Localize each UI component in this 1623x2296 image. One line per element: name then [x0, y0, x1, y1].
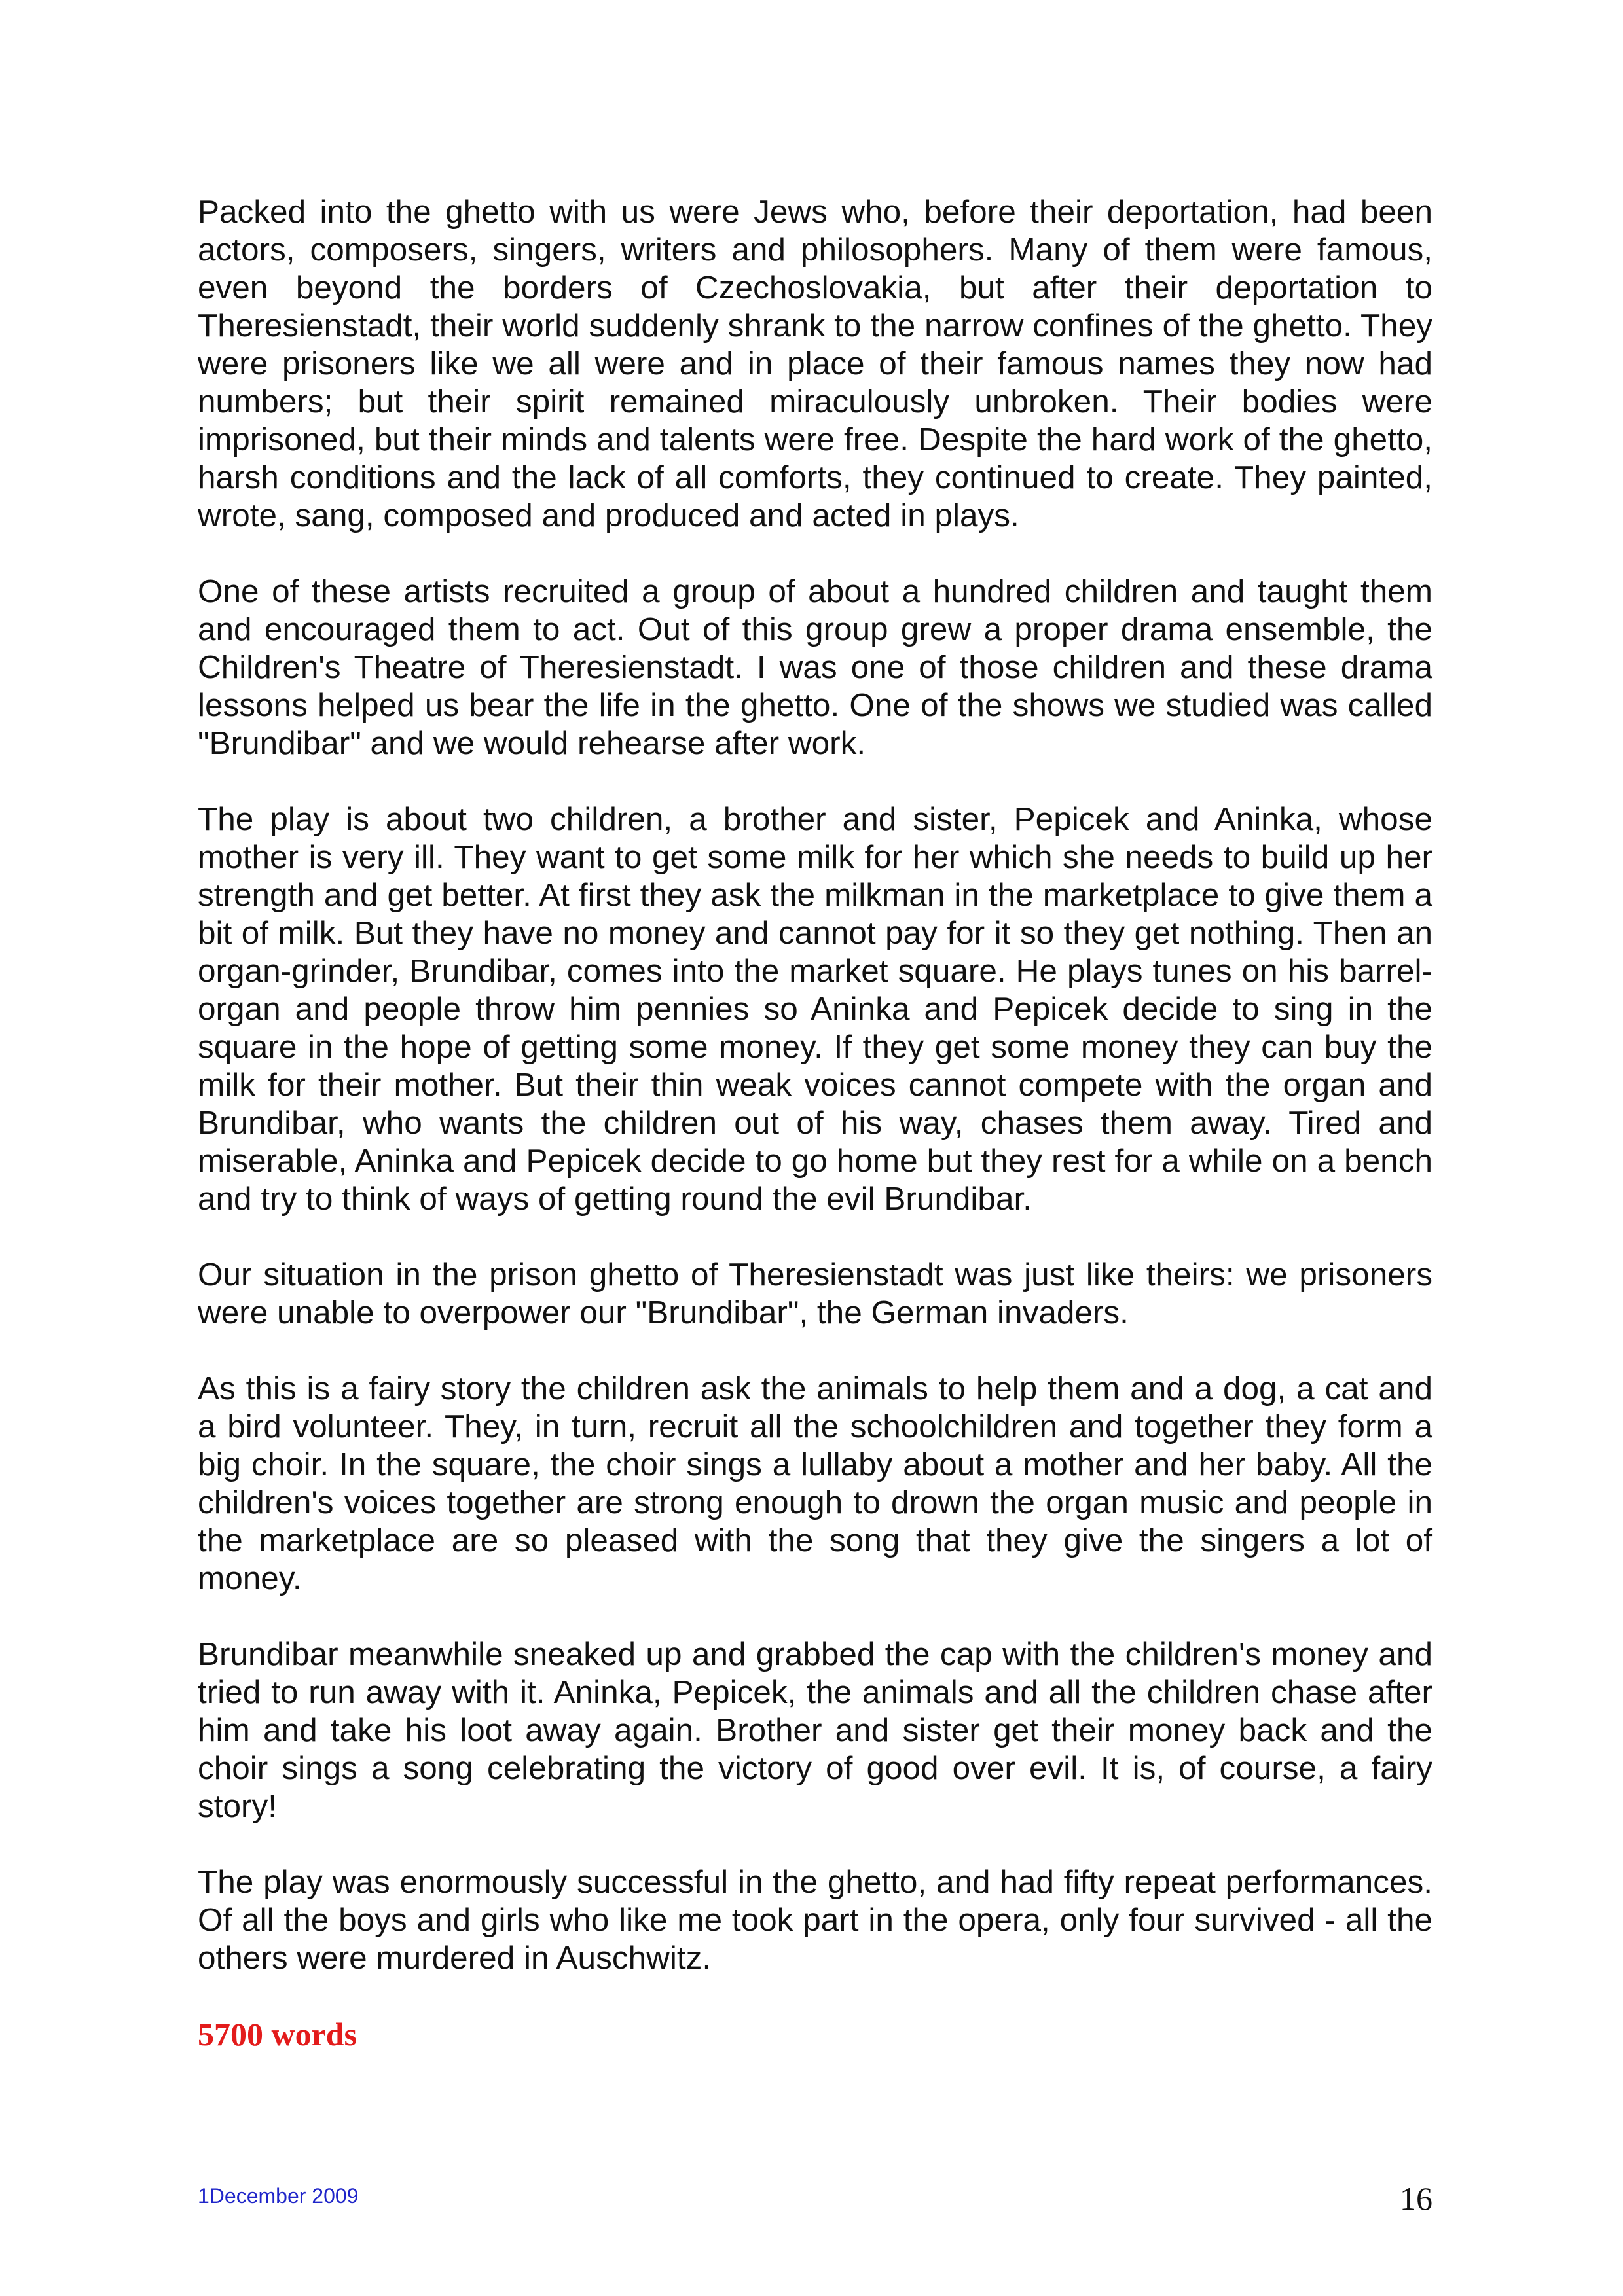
paragraph-play-plot: The play is about two children, a brother and sister, Pepicek and Aninka, whose mother is very ill. They want to get some milk for her which she needs to build up her strength and get better. At first they ask the milkman in the marketplace to give them a bit of milk. But they have no money and cannot pay for it so they get nothing. Then an organ-grinder, Brundibar, comes into the market square. He plays tunes on his barrel-organ and people throw him pennies so Aninka and Pepicek decide to sing in the square in the hope of getting some money. If they get some money they can buy the milk for their mother. But their thin weak voices cannot compete with the organ and Brundibar, who wants the children out of his way, chases them away. Tired and miserable, Aninka and Pepicek decide to go home but they rest for a while on a bench and try to think of ways of getting round the evil Brundibar. — [198, 801, 1432, 1217]
paragraph-brundibar-defeated: Brundibar meanwhile sneaked up and grabbed the cap with the children's money and tried to run away with it. Aninka, Pepicek, the animals and all the children chase after him and take his loot away again. Brother and sister get their money back and the choir sings a song celebrating the victory of good over evil. It is, of course, a fairy story! — [198, 1636, 1432, 1824]
word-count-label: 5700 words — [198, 2016, 357, 2053]
paragraph-situation-comparison: Our situation in the prison ghetto of Theresienstadt was just like theirs: we prisoners were unable to overpower our "Brundibar", the German invaders. — [198, 1257, 1432, 1331]
paragraph-artists-in-ghetto: Packed into the ghetto with us were Jews who, before their deportation, had been actors, composers, singers, writers and philosophers. Many of them were famous, even beyond the borders of Czechoslovakia, but after their deportation to Theresienstadt, their world suddenly shrank to the narrow confines of the ghetto. They were prisoners like we all were and in place of their famous names they now had numbers; but their spirit remained miraculously unbroken. Their bodies were imprisoned, but their minds and talents were free. Despite the hard work of the ghetto, harsh conditions and the lack of all comforts, they continued to create. They painted, wrote, sang, composed and produced and acted in plays. — [198, 194, 1432, 533]
paragraph-performances: The play was enormously successful in the ghetto, and had fifty repeat performances. Of all the boys and girls who like me took part in the opera, only four survived - all the others were murdered in Auschwitz. — [198, 1864, 1432, 1976]
paragraph-childrens-theatre: One of these artists recruited a group of about a hundred children and taught them and encouraged them to act. Out of this group grew a proper drama ensemble, the Children's Theatre of Theresienstadt. I was one of those children and these drama lessons helped us bear the life in the ghetto. One of the shows we studied was called "Brundibar" and we would rehearse after work. — [198, 573, 1432, 761]
document-body — [198, 193, 1432, 2053]
paragraph-fairy-story-choir: As this is a fairy story the children ask the animals to help them and a dog, a cat and a bird volunteer. They, in turn, recruit all the schoolchildren and together they form a big choir. In the square, the choir sings a lullaby about a mother and her baby. All the children's voices together are strong enough to drown the organ music and people in the marketplace are so pleased with the song that they give the singers a lot of money. — [198, 1371, 1432, 1596]
footer-date: 1December 2009 — [198, 2184, 359, 2208]
page-number: 16 — [1400, 2180, 1432, 2217]
